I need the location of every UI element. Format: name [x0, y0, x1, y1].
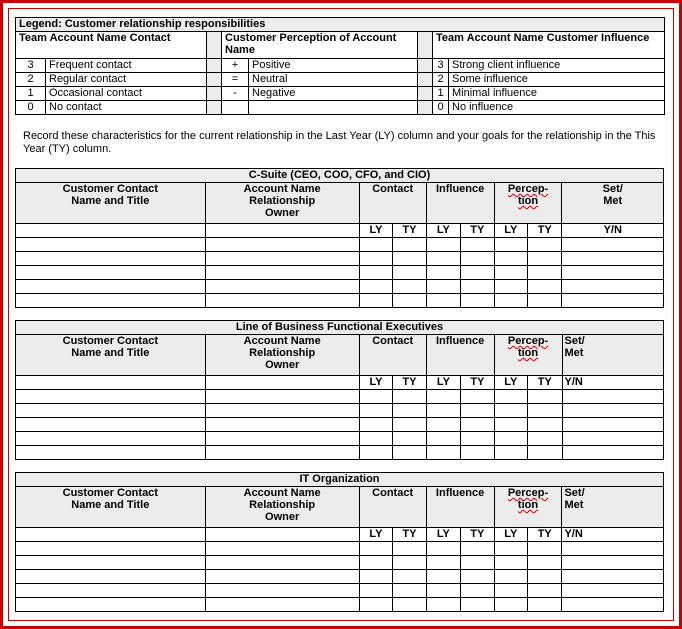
subheader-perception-ty: TY: [528, 376, 562, 390]
entry-contact-ty[interactable]: [393, 584, 426, 598]
entry-owner[interactable]: [205, 598, 359, 612]
entry-owner[interactable]: [205, 556, 359, 570]
legend-influence-label: No influence: [449, 101, 665, 115]
entry-contact-ty[interactable]: [393, 556, 426, 570]
header-influence: Influence: [426, 335, 494, 376]
entry-influence-ty[interactable]: [461, 418, 494, 432]
instructions-text: Record these characteristics for the current relationship in the Last Year (LY) column and your goals for the relationship in the This Year (TY) column.: [23, 130, 656, 155]
header-perception-line2: tion: [517, 499, 539, 511]
entry-set-met[interactable]: [562, 390, 664, 404]
subheader-influence-ly: LY: [426, 224, 460, 238]
subheader-contact-ly: LY: [359, 224, 392, 238]
entry-perception-ty[interactable]: [528, 294, 562, 308]
legend-spacer: [418, 59, 433, 73]
legend-contact-label: Occasional contact: [46, 87, 207, 101]
entry-perception-ty[interactable]: [528, 404, 562, 418]
subheader-yn: Y/N: [562, 224, 664, 238]
entry-perception-ly[interactable]: [494, 280, 527, 294]
subheader-perception-ly: LY: [494, 528, 527, 542]
entry-set-met[interactable]: [562, 418, 664, 432]
subheader-influence-ly: LY: [426, 528, 460, 542]
entry-owner[interactable]: [205, 584, 359, 598]
header-perception-line1: Percep-: [507, 183, 549, 195]
subheader-contact-ty: TY: [393, 376, 426, 390]
entry-contact-ty[interactable]: [393, 542, 426, 556]
entry-influence-ty[interactable]: [461, 570, 494, 584]
entry-contact-name[interactable]: [16, 584, 206, 598]
entry-contact-ty[interactable]: [393, 294, 426, 308]
entry-perception-ly[interactable]: [494, 446, 527, 460]
legend-spacer: [207, 87, 222, 101]
section-table-c-suite: [15, 168, 664, 308]
header-owner-line1: Account Name: [243, 487, 321, 499]
legend-spacer: [207, 101, 222, 115]
subheader-blank: [205, 528, 359, 542]
entry-perception-ty[interactable]: [528, 446, 562, 460]
entry-perception-ly[interactable]: [494, 238, 527, 252]
entry-set-met[interactable]: [562, 404, 664, 418]
entry-row: [16, 598, 664, 612]
legend-influence-value: 1: [433, 87, 449, 101]
entry-contact-name[interactable]: [16, 266, 206, 280]
entry-row: [16, 432, 664, 446]
entry-influence-ty[interactable]: [461, 280, 494, 294]
legend-spacer: [418, 32, 433, 59]
entry-influence-ty[interactable]: [461, 294, 494, 308]
entry-owner[interactable]: [205, 280, 359, 294]
entry-row: [16, 418, 664, 432]
entry-contact-name[interactable]: [16, 252, 206, 266]
entry-influence-ty[interactable]: [461, 404, 494, 418]
entry-contact-name[interactable]: [16, 390, 206, 404]
section-title: Line of Business Functional Executives: [16, 321, 664, 335]
header-set-met-line2: Met: [564, 347, 584, 359]
header-customer-contact-line2: Name and Title: [71, 195, 150, 207]
subheader-blank: [205, 224, 359, 238]
entry-contact-name[interactable]: [16, 404, 206, 418]
entry-set-met[interactable]: [562, 252, 664, 266]
entry-influence-ly[interactable]: [426, 584, 460, 598]
subheader-blank: [16, 528, 206, 542]
entry-owner[interactable]: [205, 432, 359, 446]
entry-contact-name[interactable]: [16, 418, 206, 432]
entry-set-met[interactable]: [562, 432, 664, 446]
entry-contact-ly[interactable]: [359, 446, 392, 460]
entry-influence-ty[interactable]: [461, 446, 494, 460]
header-owner-line2: Relationship: [249, 499, 316, 511]
entry-row: [16, 584, 664, 598]
entry-influence-ly[interactable]: [426, 238, 460, 252]
subheader-influence-ty: TY: [461, 376, 494, 390]
entry-contact-ly[interactable]: [359, 570, 392, 584]
entry-owner[interactable]: [205, 266, 359, 280]
entry-owner[interactable]: [205, 542, 359, 556]
legend-perception-symbol: +: [222, 59, 249, 73]
legend-spacer: [418, 101, 433, 115]
entry-row: [16, 294, 664, 308]
entry-owner[interactable]: [205, 446, 359, 460]
legend-spacer: [418, 87, 433, 101]
header-contact: Contact: [359, 487, 426, 528]
entry-contact-name[interactable]: [16, 238, 206, 252]
entry-contact-ty[interactable]: [393, 280, 426, 294]
entry-perception-ty[interactable]: [527, 570, 561, 584]
entry-contact-ty[interactable]: [393, 418, 426, 432]
header-customer-contact: [16, 487, 206, 528]
legend-contact-value: 2: [16, 73, 46, 87]
entry-contact-ty[interactable]: [393, 266, 426, 280]
legend-contact-label: No contact: [46, 101, 207, 115]
entry-influence-ly[interactable]: [426, 390, 460, 404]
entry-influence-ty[interactable]: [461, 556, 494, 570]
subheader-yn: Y/N: [562, 376, 664, 390]
entry-influence-ly[interactable]: [426, 446, 460, 460]
entry-influence-ly[interactable]: [426, 542, 460, 556]
entry-owner[interactable]: [205, 390, 359, 404]
legend-perception-label: Neutral: [249, 73, 418, 87]
header-owner-line1: Account Name: [243, 335, 321, 347]
header-set-met-line1: Set/: [564, 487, 585, 499]
entry-perception-ty[interactable]: [527, 542, 561, 556]
entry-row: [16, 446, 664, 460]
entry-perception-ly[interactable]: [494, 252, 527, 266]
legend-contact-value: 0: [16, 101, 46, 115]
entry-contact-ly[interactable]: [359, 404, 392, 418]
header-influence: Influence: [426, 487, 494, 528]
subheader-influence-ty: TY: [461, 528, 494, 542]
entry-set-met[interactable]: [562, 266, 664, 280]
subheader-blank: [16, 376, 206, 390]
subheader-contact-ty: TY: [393, 528, 426, 542]
entry-influence-ly[interactable]: [426, 570, 460, 584]
legend-spacer: [207, 59, 222, 73]
entry-perception-ly[interactable]: [494, 390, 527, 404]
entry-influence-ly[interactable]: [426, 280, 460, 294]
entry-contact-ly[interactable]: [359, 294, 392, 308]
entry-contact-name[interactable]: [16, 570, 206, 584]
legend-header-influence: Team Account Name Customer Influence: [433, 32, 665, 59]
entry-row: [16, 280, 664, 294]
entry-contact-ly[interactable]: [359, 390, 392, 404]
legend-perception-symbol: =: [222, 73, 249, 87]
subheader-perception-ty: TY: [528, 224, 562, 238]
entry-perception-ty[interactable]: [528, 238, 562, 252]
entry-contact-name[interactable]: [16, 598, 206, 612]
entry-perception-ly[interactable]: [494, 266, 527, 280]
entry-influence-ly[interactable]: [426, 266, 460, 280]
entry-owner[interactable]: [205, 418, 359, 432]
entry-row: [16, 570, 664, 584]
legend-spacer: [207, 73, 222, 87]
entry-contact-ty[interactable]: [393, 446, 426, 460]
entry-row: [16, 542, 664, 556]
legend-perception-symbol: [222, 101, 249, 115]
entry-row: [16, 238, 664, 252]
entry-owner[interactable]: [205, 294, 359, 308]
entry-perception-ly[interactable]: [494, 598, 527, 612]
entry-contact-ly[interactable]: [359, 556, 392, 570]
entry-perception-ly[interactable]: [494, 294, 527, 308]
entry-perception-ly[interactable]: [494, 432, 527, 446]
entry-perception-ty[interactable]: [528, 252, 562, 266]
entry-contact-ty[interactable]: [393, 404, 426, 418]
header-customer-contact: [16, 335, 206, 376]
header-set-met: [562, 335, 664, 376]
header-set-met-line2: Met: [564, 499, 584, 511]
header-customer-contact-line1: Customer Contact: [62, 335, 158, 347]
header-owner: [205, 183, 359, 224]
entry-influence-ty[interactable]: [461, 542, 494, 556]
entry-set-met[interactable]: [562, 294, 664, 308]
entry-contact-ty[interactable]: [393, 238, 426, 252]
entry-perception-ty[interactable]: [527, 584, 561, 598]
entry-perception-ty[interactable]: [527, 556, 561, 570]
header-contact: Contact: [359, 335, 426, 376]
entry-perception-ty[interactable]: [527, 598, 561, 612]
header-owner-line3: Owner: [265, 511, 300, 523]
entry-contact-ly[interactable]: [359, 598, 392, 612]
legend-perception-label: Negative: [249, 87, 418, 101]
entry-contact-name[interactable]: [16, 280, 206, 294]
legend-table: [15, 17, 665, 115]
entry-perception-ly[interactable]: [494, 404, 527, 418]
entry-perception-ly[interactable]: [494, 584, 527, 598]
legend-header-perception: Customer Perception of Account Name: [222, 32, 418, 59]
entry-perception-ty[interactable]: [528, 432, 562, 446]
legend-header-contact: Team Account Name Contact: [16, 32, 207, 59]
entry-owner[interactable]: [205, 252, 359, 266]
header-customer-contact-line2: Name and Title: [71, 499, 150, 511]
header-set-met: [562, 183, 664, 224]
entry-contact-ly[interactable]: [359, 542, 392, 556]
header-owner: [205, 335, 359, 376]
legend-influence-label: Some influence: [449, 73, 665, 87]
entry-contact-name[interactable]: [16, 556, 206, 570]
entry-set-met[interactable]: [562, 446, 664, 460]
legend-spacer: [418, 73, 433, 87]
entry-influence-ly[interactable]: [426, 432, 460, 446]
legend-influence-value: 3: [433, 59, 449, 73]
entry-influence-ly[interactable]: [426, 294, 460, 308]
subheader-yn: Y/N: [562, 528, 664, 542]
entry-contact-name[interactable]: [16, 542, 206, 556]
legend-contact-value: 3: [16, 59, 46, 73]
subheader-influence-ly: LY: [426, 376, 460, 390]
header-contact: Contact: [359, 183, 426, 224]
legend-contact-label: Frequent contact: [46, 59, 207, 73]
subheader-blank: [16, 224, 206, 238]
entry-contact-ly[interactable]: [359, 252, 392, 266]
entry-set-met[interactable]: [562, 542, 664, 556]
entry-row: [16, 266, 664, 280]
entry-set-met[interactable]: [562, 570, 664, 584]
header-perception-line2: tion: [517, 347, 539, 359]
entry-contact-ly[interactable]: [359, 266, 392, 280]
header-perception: [494, 487, 562, 528]
header-perception: [494, 335, 562, 376]
entry-perception-ly[interactable]: [494, 542, 527, 556]
header-customer-contact-line1: Customer Contact: [62, 183, 158, 195]
entry-perception-ty[interactable]: [528, 418, 562, 432]
section-title: IT Organization: [16, 473, 664, 487]
legend-influence-label: Strong client influence: [449, 59, 665, 73]
header-customer-contact-line2: Name and Title: [71, 347, 150, 359]
entry-contact-ty[interactable]: [393, 598, 426, 612]
subheader-perception-ty: TY: [527, 528, 561, 542]
entry-owner[interactable]: [205, 404, 359, 418]
entry-set-met[interactable]: [562, 238, 664, 252]
entry-contact-name[interactable]: [16, 432, 206, 446]
legend-spacer: [207, 32, 222, 59]
entry-owner[interactable]: [205, 570, 359, 584]
legend-perception-label: Positive: [249, 59, 418, 73]
section-table-it-organization: [15, 472, 664, 612]
entry-perception-ty[interactable]: [528, 390, 562, 404]
header-owner-line3: Owner: [265, 359, 300, 371]
subheader-contact-ly: LY: [359, 376, 392, 390]
header-influence: Influence: [426, 183, 494, 224]
entry-row: [16, 404, 664, 418]
legend-influence-value: 0: [433, 101, 449, 115]
header-owner-line1: Account Name: [243, 183, 321, 195]
entry-contact-name[interactable]: [16, 294, 206, 308]
entry-influence-ty[interactable]: [461, 584, 494, 598]
entry-influence-ly[interactable]: [426, 404, 460, 418]
subheader-blank: [205, 376, 359, 390]
subheader-contact-ty: TY: [393, 224, 426, 238]
entry-owner[interactable]: [205, 238, 359, 252]
legend-perception-label: [249, 101, 418, 115]
header-set-met-line1: Set/: [564, 335, 585, 347]
entry-influence-ly[interactable]: [426, 556, 460, 570]
header-customer-contact-line1: Customer Contact: [62, 487, 158, 499]
header-customer-contact: [16, 183, 206, 224]
entry-influence-ly[interactable]: [426, 252, 460, 266]
entry-contact-ly[interactable]: [359, 584, 392, 598]
entry-perception-ly[interactable]: [494, 556, 527, 570]
entry-contact-ty[interactable]: [393, 390, 426, 404]
entry-perception-ly[interactable]: [494, 418, 527, 432]
entry-contact-ty[interactable]: [393, 252, 426, 266]
legend-influence-label: Minimal influence: [449, 87, 665, 101]
entry-contact-ly[interactable]: [359, 280, 392, 294]
legend-perception-symbol: -: [222, 87, 249, 101]
entry-row: [16, 556, 664, 570]
header-set-met-line2: Met: [603, 195, 623, 207]
header-owner-line3: Owner: [265, 207, 300, 219]
legend-contact-value: 1: [16, 87, 46, 101]
entry-influence-ty[interactable]: [461, 432, 494, 446]
entry-influence-ty[interactable]: [461, 266, 494, 280]
header-owner-line2: Relationship: [249, 195, 316, 207]
entry-perception-ty[interactable]: [528, 266, 562, 280]
section-title: C-Suite (CEO, COO, CFO, and CIO): [16, 169, 664, 183]
subheader-contact-ly: LY: [359, 528, 392, 542]
entry-influence-ty[interactable]: [461, 390, 494, 404]
entry-set-met[interactable]: [562, 280, 664, 294]
entry-contact-ty[interactable]: [393, 570, 426, 584]
header-owner-line2: Relationship: [249, 347, 316, 359]
legend-influence-value: 2: [433, 73, 449, 87]
entry-perception-ly[interactable]: [494, 570, 527, 584]
header-perception-line1: Percep-: [507, 335, 549, 347]
section-table-line-of-business: [15, 320, 664, 460]
header-perception-line1: Percep-: [507, 487, 549, 499]
subheader-perception-ly: LY: [494, 376, 527, 390]
header-set-met-line1: Set/: [602, 183, 623, 195]
header-perception-line2: tion: [517, 195, 539, 207]
header-perception: [494, 183, 562, 224]
entry-influence-ty[interactable]: [461, 598, 494, 612]
entry-influence-ty[interactable]: [461, 238, 494, 252]
subheader-influence-ty: TY: [461, 224, 494, 238]
entry-influence-ty[interactable]: [461, 252, 494, 266]
entry-row: [16, 252, 664, 266]
entry-influence-ly[interactable]: [426, 598, 460, 612]
entry-set-met[interactable]: [562, 556, 664, 570]
subheader-perception-ly: LY: [494, 224, 527, 238]
legend-contact-label: Regular contact: [46, 73, 207, 87]
entry-row: [16, 390, 664, 404]
entry-contact-ty[interactable]: [393, 432, 426, 446]
header-owner: [205, 487, 359, 528]
entry-perception-ty[interactable]: [528, 280, 562, 294]
entry-contact-ly[interactable]: [359, 418, 392, 432]
entry-set-met[interactable]: [562, 584, 664, 598]
entry-contact-name[interactable]: [16, 446, 206, 460]
header-set-met: [562, 487, 664, 528]
entry-contact-ly[interactable]: [359, 238, 392, 252]
entry-contact-ly[interactable]: [359, 432, 392, 446]
entry-set-met[interactable]: [562, 598, 664, 612]
entry-influence-ly[interactable]: [426, 418, 460, 432]
legend-title: Legend: Customer relationship responsibilities: [16, 18, 665, 32]
